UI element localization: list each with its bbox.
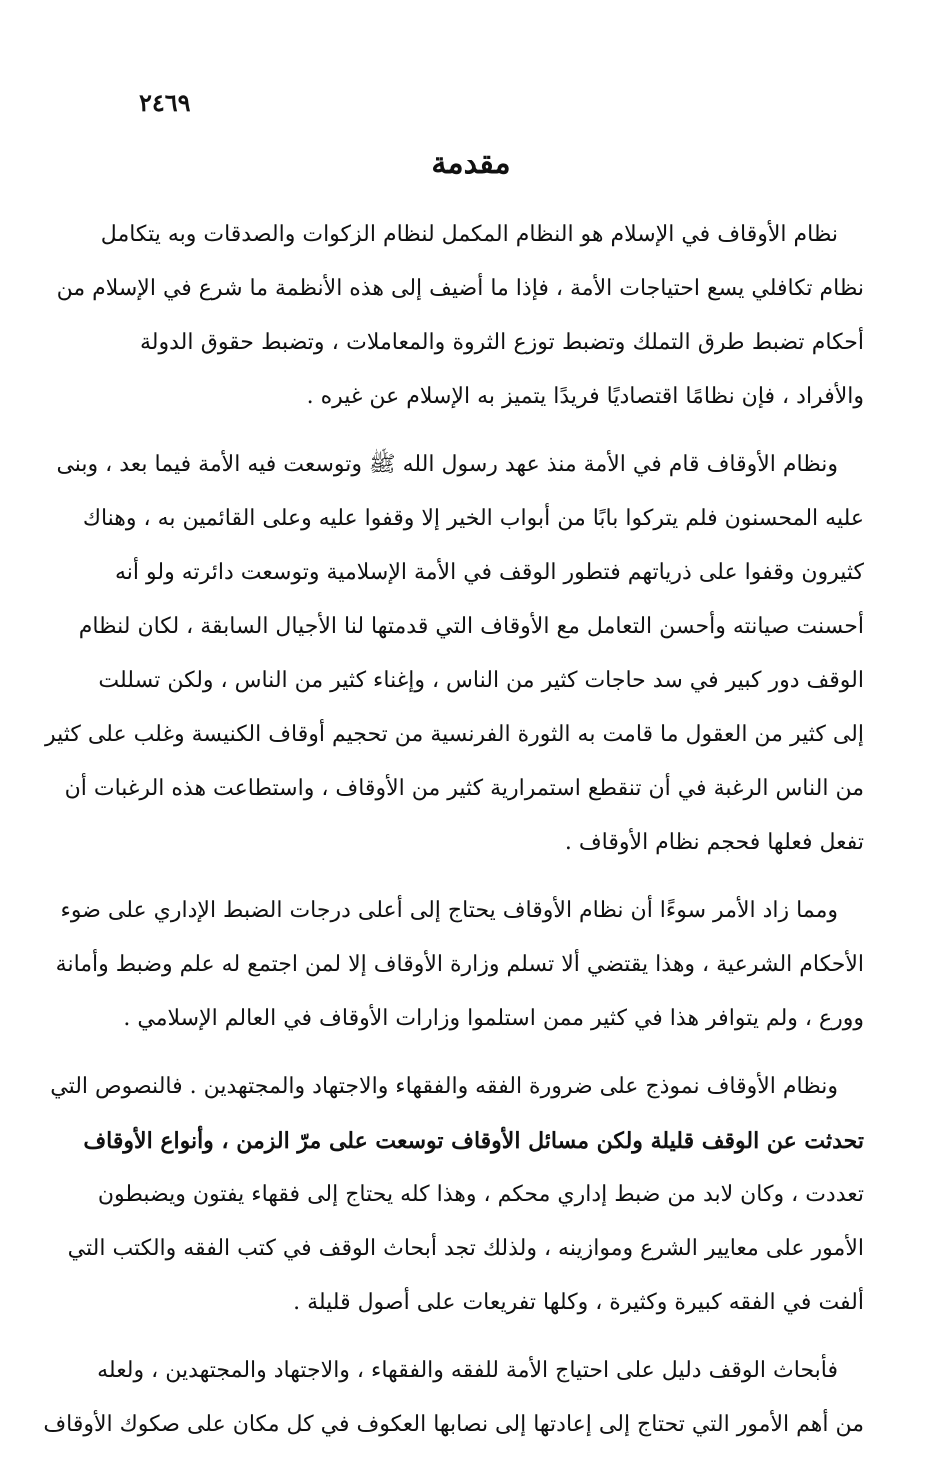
text-line: تحدثت عن الوقف قليلة ولكن مسائل الأوقاف توسعت على مرّ الزمن ، وأنواع الأوقاف (83, 1128, 864, 1154)
paragraph-2 (44, 438, 864, 870)
text-line: من الناس الرغبة في أن تنقطع استمرارية كثير من الأوقاف ، واستطاعت هذه الرغبات أن (64, 776, 864, 801)
paragraph-5 (43, 1344, 864, 1452)
text-line: ونظام الأوقاف نموذج على ضرورة الفقه والفقهاء والاجتهاد والمجتهدين . فالنصوص التي (50, 1074, 838, 1099)
paragraph-4 (50, 1060, 864, 1330)
paragraph-1 (56, 208, 864, 424)
text-line: إلى كثير من العقول ما قامت به الثورة الفرنسية من تحجيم أوقاف الكنيسة وغلب على كثير (44, 722, 864, 747)
text-line: فأبحاث الوقف دليل على احتياج الأمة للفقه والفقهاء ، والاجتهاد والمجتهدين ، ولعله (97, 1358, 838, 1383)
text-line: وورع ، ولم يتوافر هذا في كثير ممن استلموا وزارات الأوقاف في العالم الإسلامي . (123, 1006, 864, 1031)
text-line: كثيرون وقفوا على ذرياتهم فتطور الوقف في الأمة الإسلامية وتوسعت دائرته ولو أنه (115, 560, 864, 585)
page-number: ٢٤٦٩ (139, 88, 191, 117)
text-line: ومما زاد الأمر سوءًا أن نظام الأوقاف يحتاج إلى أعلى درجات الضبط الإداري على ضوء (60, 898, 838, 923)
text-line: الوقف دور كبير في سد حاجات كثير من الناس ، وإغناء كثير من الناس ، ولكن تسللت (98, 668, 864, 693)
text-line: والأفراد ، فإن نظامًا اقتصاديًا فريدًا يتميز به الإسلام عن غيره . (306, 384, 864, 409)
paragraph-3 (55, 884, 864, 1046)
text-line: الأحكام الشرعية ، وهذا يقتضي ألا تسلم وزارة الأوقاف إلا لمن اجتمع له علم وضبط وأمانة (55, 952, 864, 977)
text-line: أحسنت صيانته وأحسن التعامل مع الأوقاف التي قدمتها لنا الأجيال السابقة ، لكان لنظام (78, 614, 864, 639)
text-line: ونظام الأوقاف قام في الأمة منذ عهد رسول الله ﷺ وتوسعت فيه الأمة فيما بعد ، وبنى (56, 452, 838, 477)
text-line: نظام الأوقاف في الإسلام هو النظام المكمل لنظام الزكوات والصدقات وبه يتكامل (100, 222, 838, 247)
page-title: مقدمة (431, 146, 511, 181)
body-text (43, 208, 864, 1466)
text-line: تعددت ، وكان لابد من ضبط إداري محكم ، وهذا كله يحتاج إلى فقهاء يفتون ويضبطون (97, 1182, 864, 1207)
text-line: من أهم الأمور التي تحتاج إلى إعادتها إلى نصابها العكوف في كل مكان على صكوك الأوقاف (43, 1412, 864, 1437)
text-line: الأمور على معايير الشرع وموازينه ، ولذلك تجد أبحاث الوقف في كتب الفقه والكتب التي (67, 1236, 864, 1261)
text-line: عليه المحسنون فلم يتركوا بابًا من أبواب الخير إلا وقفوا عليه وعلى القائمين به ، وهناك (82, 506, 864, 531)
text-line: أحكام تضبط طرق التملك وتضبط توزع الثروة والمعاملات ، وتضبط حقوق الدولة (140, 330, 864, 355)
text-line: نظام تكافلي يسع احتياجات الأمة ، فإذا ما أضيف إلى هذه الأنظمة ما شرع في الإسلام من (56, 276, 864, 301)
text-line: تفعل فعلها فحجم نظام الأوقاف . (564, 830, 864, 855)
text-line: ألفت في الفقه كبيرة وكثيرة ، وكلها تفريعات على أصول قليلة . (293, 1290, 864, 1315)
